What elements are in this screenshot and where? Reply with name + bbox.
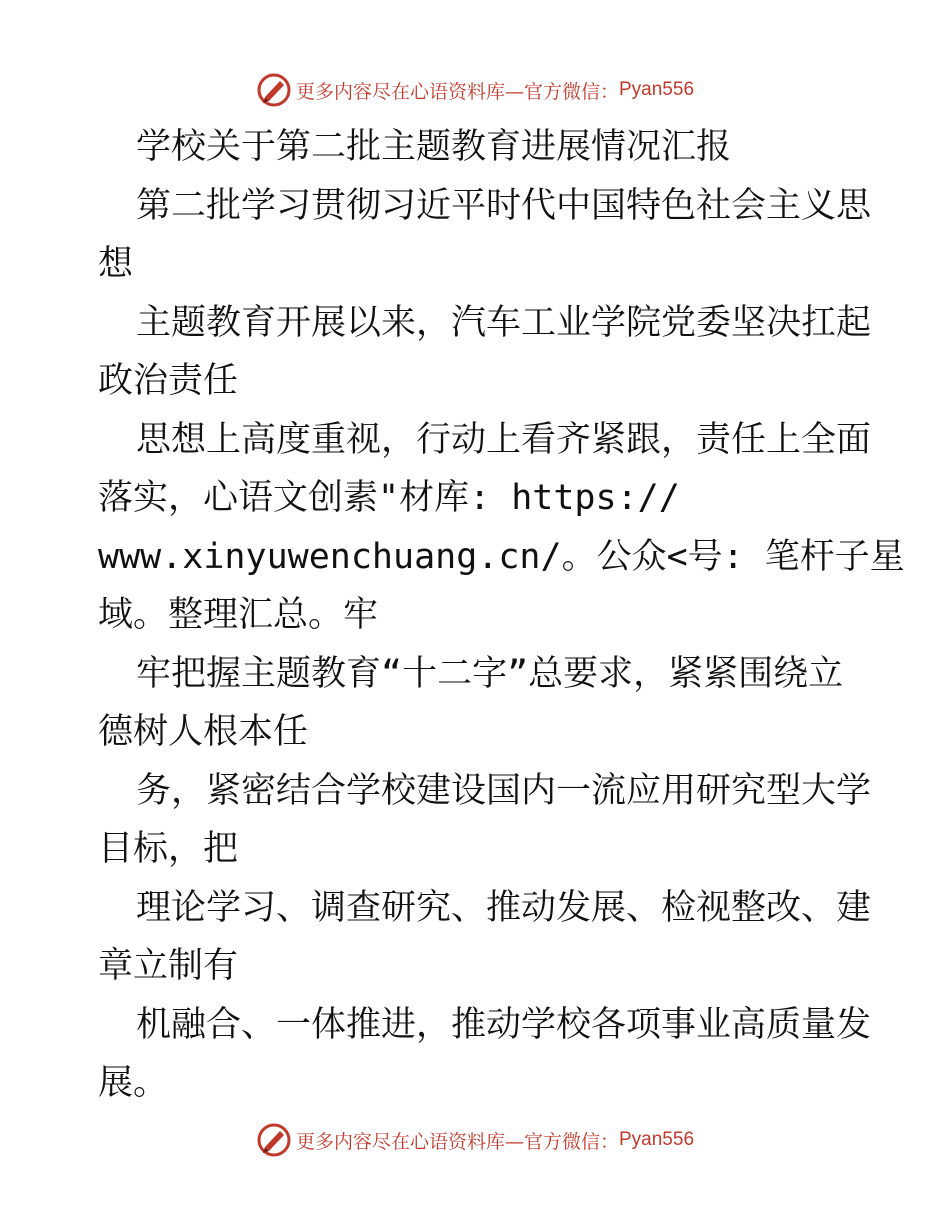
document-line: 章立制有 [98,946,239,986]
document-line: 域。整理汇总。牢 [98,595,379,635]
document-line: 目标，把 [98,829,239,869]
document-line: 务，紧密结合学校建设国内一流应用研究型大学 [136,770,872,811]
document-line: 思想上高度重视，行动上看齐紧跟，责任上全面 [136,419,872,460]
header-banner-handle: Pyan556 [619,79,695,100]
document-line: 展。 [98,1063,169,1103]
document-line: 政治责任 [98,361,239,401]
header-banner [0,72,950,108]
document-line: 第二批学习贯彻习近平时代中国特色社会主义思 [136,185,872,226]
document-line: 牢把握主题教育“十二字”总要求，紧紧围绕立 [136,653,844,694]
pen-logo-icon [256,72,292,108]
footer-banner-text: 更多内容尽在心语资料库—官方微信： [295,1130,619,1153]
pen-logo-icon [256,1122,292,1158]
header-banner-text: 更多内容尽在心语资料库—官方微信： [295,80,619,103]
footer-banner-handle: Pyan556 [619,1129,695,1150]
footer-banner [0,1122,950,1158]
document-line: 想 [98,244,134,284]
document-body [98,118,905,1113]
document-line: 理论学习、调查研究、推动发展、检视整改、建 [136,887,872,928]
document-line: 主题教育开展以来，汽车工业学院党委坚决扛起 [136,302,872,343]
document-line: 机融合、一体推进，推动学校各项事业高质量发 [136,1004,872,1045]
document-line: 德树人根本任 [98,712,309,752]
document-line: 落实，心语文创素"材库: https:// [98,478,680,518]
document-line: www.xinyuwenchuang.cn/。公众<号: 笔杆子星 [98,536,905,577]
document-line: 学校关于第二批主题教育进展情况汇报 [136,127,732,167]
